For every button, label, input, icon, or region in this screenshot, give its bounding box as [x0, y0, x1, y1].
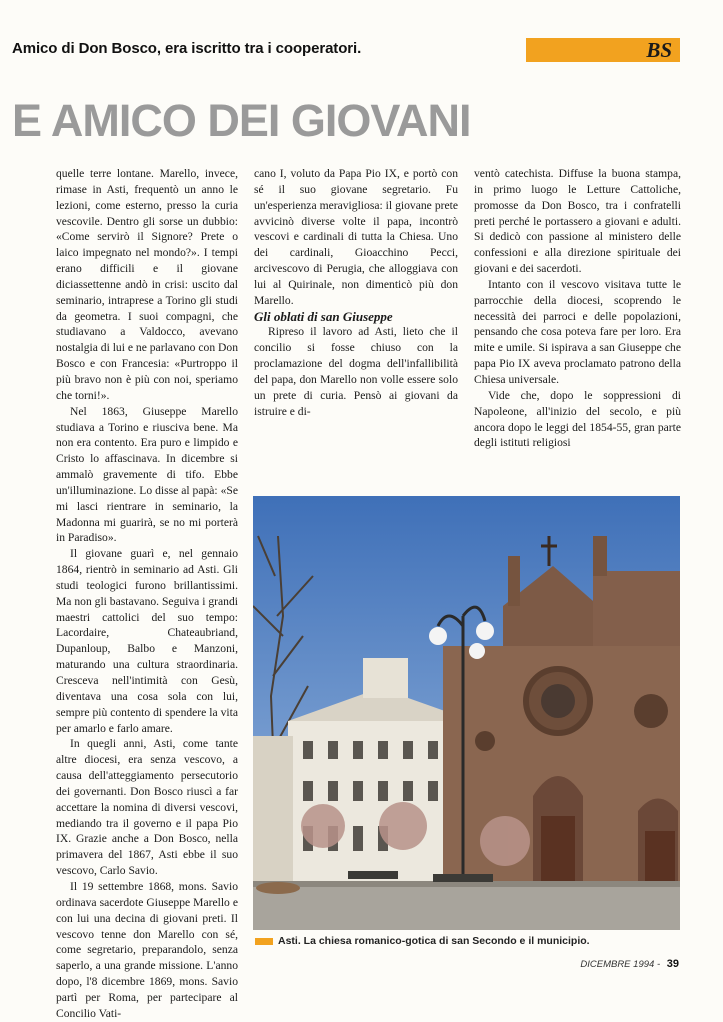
- paragraph: Intanto con il vescovo visitava tutte le parrocchie della diocesi, scoprendo le necessità dei parroci e delle popolazioni, pensando che cosa poteva fare per loro. Era mite e umile. Si ispirava a san Giuseppe che papa Pio IX aveva proclamato patrono della Chiesa universale.: [474, 277, 681, 386]
- caption-marker: [255, 938, 273, 945]
- section-subheading: Gli oblati di san Giuseppe: [254, 308, 393, 324]
- text-column-1: [56, 166, 238, 1022]
- paragraph: Nel 1863, Giuseppe Marello studiava a Torino e riusciva bene. Ma non era contento. Era puro e limpido e Cristo lo affascinava. In dicembre si ammalò gravemente di tifo. Ebbe un'illuminazione. Lo disse al papà: «Se mi lasci rientrare in seminario, la Madonna mi guarirà, se no mi porterà in Paradiso».: [56, 404, 238, 545]
- page-footer: [580, 958, 679, 970]
- paragraph: ventò catechista. Diffuse la buona stampa, in primo luogo le Letture Cattoliche, promosse da Don Bosco, tra i confratelli preti perché le portassero a giovani e adulti. Si dedicò con passione al ministero delle confessioni e alla direzione spirituale dei giovani e dei sacerdoti.: [474, 167, 681, 276]
- footer-separator: -: [656, 959, 661, 970]
- paragraph: Ripreso il lavoro ad Asti, lieto che il concilio si fosse chiuso con la proclamazione del dogma dell'infallibilità del papa, don Marello non volle essere solo un prete di curia. Pensò ai giovani da istruire e di-: [254, 325, 458, 418]
- paragraph: cano I, voluto da Papa Pio IX, e portò con sé il suo giovane segretario. Fu un'esperienza meravigliosa: il giovane prete avvicinò diverse volte il papa, incontrò vescovi e cardinali di tutta la Chiesa. Uno dei cardinali, Gioacchino Pecci, arcivescovo di Perugia, che alloggiava con lui al Quirinale, non dimenticò più don Marello.: [254, 167, 458, 307]
- kicker-text: Amico di Don Bosco, era iscritto tra i cooperatori.: [12, 40, 362, 57]
- magazine-logo: BS: [646, 38, 672, 62]
- paragraph: Il giovane guarì e, nel gennaio 1864, rientrò in seminario ad Asti. Gli studi teologici furono brillantissimi. Ma non gli bastavano. Seguiva i grandi maestri cattolici del suo tempo: Lacordaire, Chateaubriand, Dupanloup, Balbo e Manzoni, maturando una cultura straordinaria. Cresceva nell'intimità con Gesù, diventava una cosa sola con lui, sempre più contento di spendere la vita per amarlo e farlo amare.: [56, 547, 238, 735]
- page-number: 39: [666, 958, 679, 970]
- text-column-2: [254, 166, 458, 420]
- magazine-logo-bar: [526, 38, 680, 62]
- photo-caption: [255, 935, 590, 947]
- paragraph: Vide che, dopo le soppressioni di Napoleone, all'inizio del secolo, e più ancora dopo le leggi del 1854-55, gran parte degli istituti religiosi: [474, 388, 681, 450]
- caption-text: Asti. La chiesa romanico-gotica di san Secondo e il municipio.: [278, 935, 590, 947]
- article-headline: E AMICO DEI GIOVANI: [12, 95, 471, 146]
- paragraph: In quegli anni, Asti, come tante altre diocesi, era senza vescovo, a causa dell'atteggiamento persecutorio dei governanti. Don Bosco riuscì a far accettare la nomina di diversi vescovi, mediando tra il governo e il papa Pio IX. Grazie anche a Don Bosco, nella primavera del 1867, Asti ebbe il suo vescovo, Carlo Savio.: [56, 737, 238, 878]
- text-column-3: [474, 166, 681, 451]
- issue-date: DICEMBRE 1994: [580, 959, 655, 970]
- paragraph: Il 19 settembre 1868, mons. Savio ordinava sacerdote Giuseppe Marello e con lui una decina di giovani preti. Il vescovo tenne don Marello con sé, come segretario, preparandolo, senza saperlo, a una grande missione. L'anno dopo, l'8 dicembre 1869, mons. Savio partì per Roma, per partecipare al Concilio Vati-: [56, 879, 238, 1020]
- church-photo: [253, 496, 680, 930]
- paragraph: quelle terre lontane. Marello, invece, rimase in Asti, frequentò un anno le lezioni, come esterno, presso la curia vescovile. Dentro gli sorse un dubbio: «Come servirò il Signore? Prete o laico impegnato nel mondo?». I tempi erano difficili e il giovane diciassettenne andò in crisi: uscito dal seminario, intraprese a Torino gli studi da geometra. I suoi compagni, che studiavano a Valdocco, avevano nostalgia di lui e ne parlavano con Don Bosco e con Francesia: «Purtroppo il più bravo non è più con noi, speriamo che torni!».: [56, 167, 238, 402]
